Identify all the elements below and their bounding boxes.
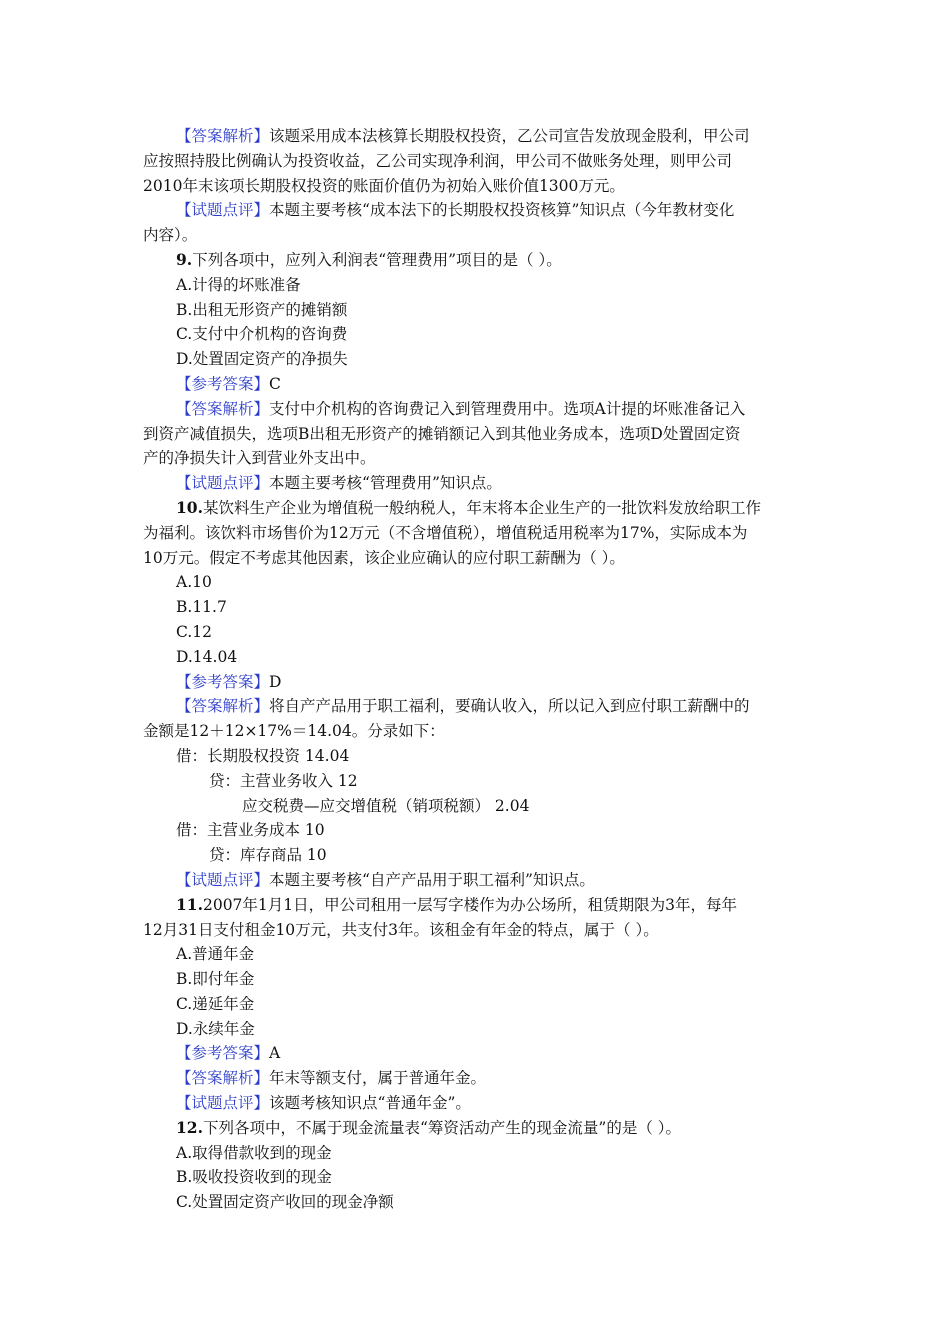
q8-analysis-line3: 2010年末该项长期股权投资的账面价值仍为初始入账价值1300万元。	[143, 176, 625, 195]
analysis-tag: 【答案解析】	[176, 127, 270, 145]
q10-analysis: 【答案解析】将自产产品用于职工福利，要确认收入，所以记入到应付职工薪酬中的	[176, 697, 750, 716]
q9-stem: 9.下列各项中，应列入利润表“管理费用”项目的是（ ）。	[176, 249, 562, 269]
question-number: 10.	[176, 497, 203, 517]
journal-entry-credit-2: 应交税费—应交增值税（销项税额） 2.04	[242, 796, 530, 815]
q10-stem: 10.某饮料生产企业为增值税一般纳税人，年末将本企业生产的一批饮料发放给职工作	[176, 497, 761, 517]
q9-option-a: A.计得的坏账准备	[176, 275, 301, 294]
question-number: 11.	[176, 894, 203, 914]
q12-option-c: C.处置固定资产收回的现金净额	[176, 1193, 394, 1212]
q10-answer: 【参考答案】D	[176, 672, 282, 691]
q9-answer: 【参考答案】C	[176, 374, 281, 393]
q12-option-b: B.吸收投资收到的现金	[176, 1168, 332, 1187]
q10-stem-line3: 10万元。假定不考虑其他因素，该企业应确认的应付职工薪酬为（ ）。	[143, 548, 625, 567]
journal-entry-debit-1: 借：长期股权投资 14.04	[176, 746, 350, 765]
q11-stem-line2: 12月31日支付租金10万元，共支付3年。该租金有年金的特点，属于（ ）。	[143, 920, 659, 939]
q8-comment-line2: 内容）。	[143, 226, 198, 245]
q10-stem-line2: 为福利。该饮料市场售价为12万元（不含增值税），增值税适用税率为17%，实际成本为	[143, 523, 748, 542]
answer-tag: 【参考答案】	[176, 374, 270, 393]
q11-option-a: A.普通年金	[176, 945, 255, 964]
answer-tag: 【参考答案】	[176, 1044, 270, 1063]
q10-option-a: A.10	[176, 573, 212, 592]
q8-comment: 【试题点评】本题主要考核“成本法下的长期股权投资核算”知识点（今年教材变化	[176, 201, 735, 220]
answer-tag: 【参考答案】	[176, 672, 270, 691]
q9-analysis-line3: 产的净损失计入到营业外支出中。	[143, 449, 376, 468]
document-page	[143, 124, 808, 1215]
q11-option-b: B.即付年金	[176, 970, 255, 989]
question-number: 12.	[176, 1117, 203, 1137]
q10-option-d: D.14.04	[176, 647, 238, 666]
q9-option-c: C.支付中介机构的咨询费	[176, 325, 348, 344]
question-number: 9.	[176, 249, 193, 269]
comment-tag: 【试题点评】	[176, 474, 270, 493]
q11-option-c: C.递延年金	[176, 994, 255, 1013]
comment-tag: 【试题点评】	[176, 870, 270, 889]
q10-analysis-line2: 金额是12＋12×17%＝14.04。分录如下：	[143, 722, 445, 741]
q10-option-c: C.12	[176, 622, 212, 641]
q9-option-b: B.出租无形资产的摊销额	[176, 300, 348, 319]
q8-analysis-line2: 应按照持股比例确认为投资收益，乙公司实现净利润，甲公司不做账务处理，则甲公司	[143, 151, 733, 170]
q10-comment: 【试题点评】本题主要考核“自产产品用于职工福利”知识点。	[176, 870, 595, 889]
analysis-tag: 【答案解析】	[176, 1069, 270, 1088]
comment-tag: 【试题点评】	[176, 201, 270, 220]
q11-answer: 【参考答案】A	[176, 1044, 281, 1063]
q11-stem: 11.2007年1月1日，甲公司租用一层写字楼作为办公场所，租赁期限为3年，每年	[176, 894, 738, 914]
analysis-tag: 【答案解析】	[176, 697, 270, 716]
q9-analysis-line2: 到资产减值损失，选项B出租无形资产的摊销额记入到其他业务成本，选项D处置固定资	[143, 424, 741, 443]
q11-comment: 【试题点评】该题考核知识点“普通年金”。	[176, 1094, 471, 1113]
q9-analysis: 【答案解析】支付中介机构的咨询费记入到管理费用中。选项A计提的坏账准备记入	[176, 399, 746, 418]
q11-analysis: 【答案解析】年末等额支付，属于普通年金。	[176, 1069, 487, 1088]
q12-stem: 12.下列各项中，不属于现金流量表“筹资活动产生的现金流量”的是（ ）。	[176, 1117, 681, 1137]
q9-comment: 【试题点评】本题主要考核“管理费用”知识点。	[176, 474, 502, 493]
q12-option-a: A.取得借款收到的现金	[176, 1143, 332, 1162]
q9-option-d: D.处置固定资产的净损失	[176, 350, 348, 369]
journal-entry-credit-1: 贷：主营业务收入 12	[209, 771, 358, 790]
q10-option-b: B.11.7	[176, 598, 227, 617]
analysis-tag: 【答案解析】	[176, 399, 270, 418]
comment-tag: 【试题点评】	[176, 1094, 270, 1113]
q8-analysis: 【答案解析】该题采用成本法核算长期股权投资，乙公司宣告发放现金股利，甲公司	[176, 127, 750, 145]
journal-entry-debit-2: 借：主营业务成本 10	[176, 821, 325, 840]
q11-option-d: D.永续年金	[176, 1019, 255, 1038]
journal-entry-credit-3: 贷：库存商品 10	[209, 846, 327, 865]
